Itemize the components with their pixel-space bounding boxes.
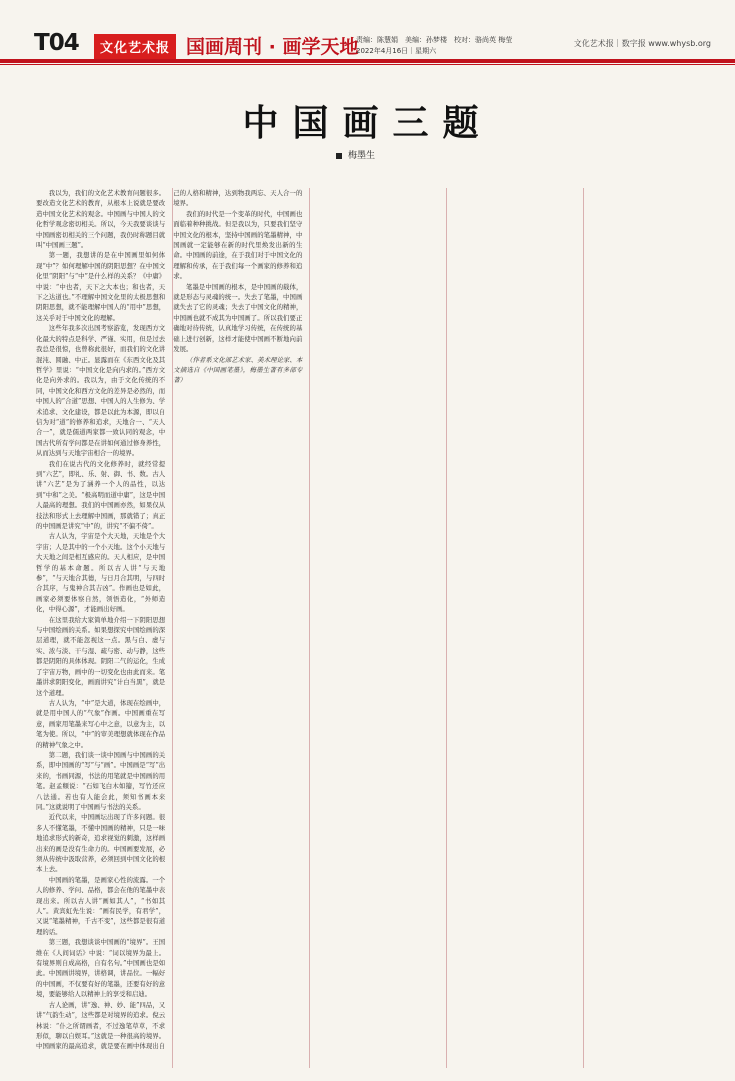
paragraph: 我们在说古代的文化修养时，就经常提到“六艺”，即礼、乐、射、御、书、数。古人讲“六艺”是为了涵养一个人的品性，以达到“中和”之美。“极高明而道中庸”，这是中国人最高的理想。我们的中国画亦然，如果仅从技法和形式上去理解中国画，那就错了；真正的中国画是讲究“中”的，讲究“不偏不倚”。 (36, 459, 166, 530)
paragraph: 这些年我多次出国考察游览，发现西方文化最大的特点是科学、严谨、实用，但是过去我总是很惊，也曾称此很好，而我们的文化讲混沌、圆融、中正。显露而在《东西文化及其哲学》里说：“中国文化是向内求的。”西方文化是向外求的。我以为，由于文化传统的不同，中国文化和西方文化的差异是必然的，而中国人的“合道”思想、中国人的人生修为、学术追求、文化建设，都是以此为本源，即以自信为对“道”的修养和追求，天地合一、“天人合一”，就是儒道两家都一致认同的观念，中国古代所有学问都是在讲如何通过修身养性，从而达到与天地宇宙相合一的境界。 (36, 324, 166, 458)
paragraph: 古人论画，讲“逸、神、妙、能”四品，又讲“气韵生动”，这些都是对境界的追求。倪云林说：“仆之所谓画者，不过逸笔草草，不求形似，聊以自娱耳。”这就是一种很高的境界。中国画家的最高追求，就是要在画中体现出自己的人格和精神，达到物我两忘、天人合一的境界。 (36, 189, 303, 1051)
author-note: （作者系文化部艺术家、美术理论家、本文摘选自《中国画笔墨》，梅墨生著有多部专著） (173, 355, 303, 385)
paragraph: 古人认为，“中”是大道，体现在绘画中，就是用中国人的“气象”作画。中国画重在写意，画家用笔墨来写心中之意，以意为主，以笔为使。所以，“中”的审美理想就体现在作品的精神气象之中。 (36, 698, 166, 749)
header-rule (0, 59, 735, 63)
page-number: T04 (34, 30, 79, 56)
editor-credits: 责编：陈慧娟 美编：孙梦楼 校对：骆尚英 梅莹 (356, 36, 513, 44)
byline (336, 148, 375, 161)
paragraph: 第一题，我想讲的是在中国画里如何体现“中”？如何理解中国的阴阳思想？在中国文化里“阴阳”与“中”是什么样的关系？《中庸》中说：“中也者，天下之大本也；和也者，天下之达道也。”不理解中国文化里的太极思想和阴阳思想，就不能理解中国人的“用中”思想，这关乎对于中国文化的理解。 (36, 251, 166, 322)
article-title: 中国画三题 (242, 103, 493, 144)
paragraph: 笔墨是中国画的根本，是中国画的载体，就是形态与灵魂的统一。失去了笔墨，中国画就失去了它的灵魂；失去了中国文化的精神，中国画也就不成其为中国画了。所以我们要正确地对待传统，认真地学习传统，在传统的基础上进行创新，这样才能使中国画不断地向前发展。 (173, 282, 303, 354)
header-rule-thin (0, 64, 735, 65)
paragraph: 古人认为，宇宙是个大天地，天地是个大宇宙；人是其中的一个小天地。这个小天地与大天地之间是相互感应的。天人相应，是中国哲学的基本命题。所以古人讲“与天地参”，“与天地合其德，与日月合其明，与四时合其序，与鬼神合其吉凶”。作画也是如此，画家必须要体察自然，领悟造化，“外师造化，中得心源”，才能画出好画。 (36, 532, 166, 614)
masthead (0, 0, 735, 58)
square-bullet-icon (336, 153, 342, 159)
paragraph: 中国画的笔墨，是画家心性的流露。一个人的修养、学问、品格，都会在他的笔墨中表现出来。所以古人讲“画如其人”，“书如其人”。黄宾虹先生说：“画有民学，有君学”，又说“笔墨精神，千古不变”，这些都是很有道理的话。 (36, 875, 166, 936)
paragraph: 我们的时代是一个变革的时代，中国画也面临着种种挑战。但是我以为，只要我们坚守中国文化的根本，坚持中国画的笔墨精神，中国画就一定能够在新的时代里焕发出新的生命。中国画的前途，在于我们对于中国文化的理解和传承，在于我们每一个画家的修养和追求。 (173, 209, 303, 281)
article-body (36, 188, 714, 1068)
paragraph: 我以为，我们的文化艺术教育问题很多。要改造文化艺术的教育，从根本上说就是要改造中国文化艺术的观念。中国画与中国人的文化哲学观念密切相关。所以，今天我要谈谈与中国画密切相关的三个问题，我仍时称题目就叫“中国画三题”。 (36, 189, 166, 250)
site-url[interactable]: 文化艺术报｜数字报 www.whysb.org (573, 39, 711, 48)
paragraph: 在这里我给大家简单地介绍一下阴阳思想与中国绘画的关系。如果想探究中国绘画的深层道理，就不能忽视这一点。黑与白、虚与实、浓与淡、干与湿、疏与密、动与静，这些都是阴阳的具体体现。阴阳二气的运化，生成了宇宙万物，画中的一切变化也由此而来。笔墨讲求阴阳变化，画面讲究“计白当黑”，就是这个道理。 (36, 615, 166, 697)
paragraph: 近代以来，中国画坛出现了许多问题。很多人不懂笔墨，不懂中国画的精神，只是一味地追求形式的新奇，追求视觉的刺激，这样画出来的画是没有生命力的。中国画要发展，必须从传统中汲取营养，必须回到中国文化的根本上去。 (36, 813, 166, 874)
paragraph: 第三题，我想谈谈中国画的“境界”。王国维在《人间词话》中说：“词以境界为最上。有境界则自成高格，自有名句。”中国画也是如此。中国画讲境界，讲格调，讲品位。一幅好的中国画，不仅要有好的笔墨，还要有好的意境，要能够给人以精神上的享受和启迪。 (36, 938, 166, 999)
issue-date: 2022年4月16日｜星期六 (356, 47, 437, 55)
paper-logo: 文化艺术报 (94, 34, 176, 59)
paragraph: 第二题，我们谈一谈中国画与中国画的关系，即中国画的“写”与“画”。中国画是“写”出来的，书画同源，书法的用笔就是中国画的用笔。赵孟頫说：“石如飞白木如籀，写竹还应八法通。若也有人能会此，须知书画本来同。”这就说明了中国画与书法的关系。 (36, 750, 166, 811)
column-title: 国画周刊 · 画学天地 (186, 36, 359, 58)
author-name: 梅墨生 (348, 151, 376, 161)
